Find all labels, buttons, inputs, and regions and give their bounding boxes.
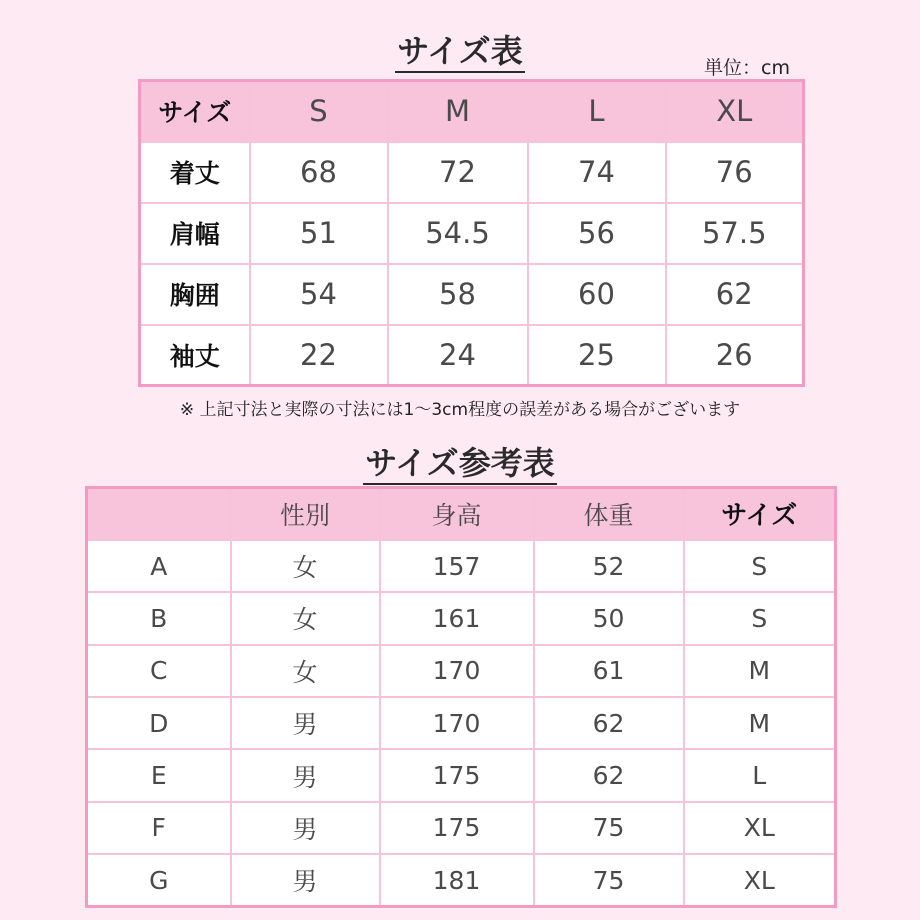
table-cell: C (87, 645, 231, 697)
reference-table-title-text: サイズ参考表 (363, 444, 556, 485)
table-cell: 男 (231, 749, 380, 801)
header-cell: XL (666, 81, 804, 142)
header-cell: S (250, 81, 388, 142)
table-cell: 68 (250, 142, 388, 203)
table-cell: 62 (666, 264, 804, 325)
table-cell: 60 (528, 264, 666, 325)
reference-table-title (0, 438, 920, 484)
table-cell: 170 (380, 697, 534, 749)
table-cell: 女 (231, 540, 380, 592)
table-cell: 24 (388, 325, 528, 386)
table-cell: 50 (534, 592, 684, 644)
table-cell: 男 (231, 854, 380, 906)
table-cell: 25 (528, 325, 666, 386)
table-row (87, 645, 836, 697)
table-cell: M (684, 645, 836, 697)
reference-table-header-row (87, 488, 836, 540)
table-cell: 76 (666, 142, 804, 203)
header-cell: 体重 (534, 488, 684, 540)
table-row (87, 697, 836, 749)
table-cell: 男 (231, 802, 380, 854)
size-table-header-row (140, 81, 804, 142)
table-row (140, 203, 804, 264)
table-cell: 175 (380, 802, 534, 854)
table-cell: 22 (250, 325, 388, 386)
table-cell: 170 (380, 645, 534, 697)
table-cell: 74 (528, 142, 666, 203)
table-cell: XL (684, 802, 836, 854)
unit-label: 単位：cm (704, 57, 790, 79)
table-cell: M (684, 697, 836, 749)
table-cell: 157 (380, 540, 534, 592)
row-label: 着丈 (140, 142, 250, 203)
header-cell: 身高 (380, 488, 534, 540)
header-cell: M (388, 81, 528, 142)
table-cell: 51 (250, 203, 388, 264)
table-cell: D (87, 697, 231, 749)
table-cell: 女 (231, 645, 380, 697)
table-cell: 58 (388, 264, 528, 325)
table-row (87, 802, 836, 854)
header-cell: L (528, 81, 666, 142)
table-cell: 54 (250, 264, 388, 325)
table-cell: 女 (231, 592, 380, 644)
reference-table (85, 486, 837, 908)
table-cell: 54.5 (388, 203, 528, 264)
table-cell: 56 (528, 203, 666, 264)
table-row (87, 854, 836, 906)
table-cell: XL (684, 854, 836, 906)
table-cell: A (87, 540, 231, 592)
table-cell: 72 (388, 142, 528, 203)
table-cell: 62 (534, 697, 684, 749)
table-cell: B (87, 592, 231, 644)
row-label: 肩幅 (140, 203, 250, 264)
table-row (140, 264, 804, 325)
row-label: 袖丈 (140, 325, 250, 386)
table-cell: S (684, 540, 836, 592)
table-row (87, 592, 836, 644)
row-label: 胸囲 (140, 264, 250, 325)
size-table (138, 79, 805, 387)
table-row (87, 540, 836, 592)
table-cell: F (87, 802, 231, 854)
table-cell: 男 (231, 697, 380, 749)
header-cell: サイズ (684, 488, 836, 540)
table-row (87, 749, 836, 801)
table-cell: 181 (380, 854, 534, 906)
header-cell: 性別 (231, 488, 380, 540)
measurement-note: ※ 上記寸法と実際の寸法には1〜3cm程度の誤差がある場合がございます (179, 400, 741, 420)
table-cell: S (684, 592, 836, 644)
header-cell (87, 488, 231, 540)
table-cell: G (87, 854, 231, 906)
table-cell: L (684, 749, 836, 801)
table-cell: 175 (380, 749, 534, 801)
table-cell: 61 (534, 645, 684, 697)
size-table-title-text: サイズ表 (395, 32, 524, 73)
table-cell: 57.5 (666, 203, 804, 264)
table-row (140, 142, 804, 203)
table-cell: 75 (534, 854, 684, 906)
table-cell: 52 (534, 540, 684, 592)
table-cell: 26 (666, 325, 804, 386)
table-row (140, 325, 804, 386)
table-cell: 62 (534, 749, 684, 801)
table-cell: E (87, 749, 231, 801)
table-cell: 75 (534, 802, 684, 854)
table-cell: 161 (380, 592, 534, 644)
header-cell: サイズ (140, 81, 250, 142)
